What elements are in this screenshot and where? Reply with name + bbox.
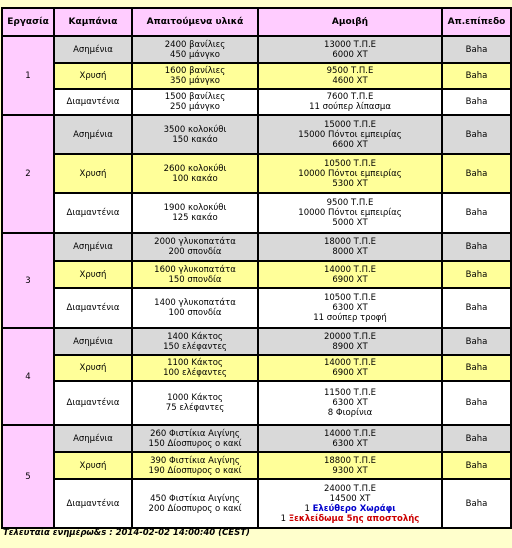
reward-line [261, 398, 439, 408]
material-line: 100 κακάο [172, 173, 218, 184]
reward-text: 10500 Τ.Π.Ε [323, 158, 377, 169]
reward-cell [258, 355, 442, 381]
materials-cell [132, 115, 258, 154]
reward-text: 7600 Τ.Π.Ε [326, 92, 374, 102]
level-cell: Baha [442, 452, 511, 479]
reward-cell [258, 233, 442, 261]
campaign-cell: Διαμαντένια [54, 193, 132, 233]
level-cell: Baha [442, 89, 511, 115]
task-number: 3 [2, 233, 54, 328]
reward-line [261, 368, 439, 378]
reward-line [261, 484, 439, 494]
materials-cell [132, 233, 258, 261]
material-line: 150 ελέφαντες [163, 341, 227, 352]
table-row [2, 381, 511, 425]
reward-cell [258, 328, 442, 355]
task-number: 5 [2, 425, 54, 528]
reward-line [261, 66, 439, 76]
reward-line [261, 439, 439, 449]
table-row [2, 328, 511, 355]
campaign-cell: Χρυσή [54, 452, 132, 479]
reward-line [261, 102, 439, 112]
materials-cell [132, 452, 258, 479]
level-cell: Baha [442, 288, 511, 328]
reward-line [261, 275, 439, 285]
reward-line [261, 218, 439, 228]
reward-text: 14500 ΧΤ [329, 493, 371, 504]
reward-highlight: Ελεύθερο Χωράφι [312, 503, 396, 514]
table-row [2, 355, 511, 381]
reward-line [261, 198, 439, 208]
reward-text: 15000 Τ.Π.Ε [323, 119, 377, 130]
table-row [2, 288, 511, 328]
reward-line [261, 408, 439, 418]
campaign-cell: Διαμαντένια [54, 479, 132, 528]
reward-cell [258, 193, 442, 233]
reward-prefix: 1 [304, 503, 313, 514]
campaign-cell: Ασημένια [54, 36, 132, 63]
reward-text: 10000 Πόντοι εμπειρίας [298, 208, 402, 218]
reward-text: 6300 ΧΤ [332, 398, 368, 408]
material-line: 1000 Κάκτος [167, 393, 223, 403]
campaign-cell: Διαμαντένια [54, 89, 132, 115]
table-row [2, 89, 511, 115]
reward-text: 14000 Τ.Π.Ε [323, 428, 377, 439]
campaign-cell: Ασημένια [54, 233, 132, 261]
reward-text: 5000 ΧΤ [332, 218, 368, 228]
reward-line [261, 342, 439, 352]
material-line: 1500 βανίλιες [164, 92, 226, 102]
material-line: 2600 κολοκύθι [163, 163, 227, 174]
level-cell: Baha [442, 479, 511, 528]
material-line: 2400 βανίλιες [164, 39, 226, 50]
campaign-cell: Διαμαντένια [54, 288, 132, 328]
reward-cell [258, 63, 442, 89]
material-line: 75 ελέφαντες [165, 403, 225, 413]
reward-text: 6300 ΧΤ [332, 438, 368, 449]
reward-line [261, 140, 439, 150]
reward-text: 18000 Τ.Π.Ε [323, 237, 377, 247]
material-line: 450 μάνγκο [170, 49, 220, 60]
campaign-cell: Ασημένια [54, 425, 132, 452]
reward-text: 15000 Πόντοι εμπειρίας [298, 129, 402, 140]
reward-text: 9300 ΧΤ [332, 465, 368, 476]
material-line: 250 μάνγκο [170, 102, 220, 112]
header-task: Εργασία [2, 8, 54, 36]
reward-cell [258, 154, 442, 193]
reward-line [261, 429, 439, 439]
material-line: 1600 βανίλιες [164, 66, 226, 76]
reward-cell [258, 452, 442, 479]
material-line: 390 Φιστίκια Αιγίνης [150, 455, 240, 466]
reward-line [261, 208, 439, 218]
material-line: 350 μάνγκο [170, 76, 220, 86]
reward-line [261, 332, 439, 342]
reward-line [261, 313, 439, 323]
reward-text: 14000 Τ.Π.Ε [323, 264, 377, 275]
material-line: 150 σπονδία [168, 274, 222, 285]
materials-cell [132, 479, 258, 528]
reward-text: 10000 Πόντοι εμπειρίας [298, 168, 402, 179]
reward-highlight: Ξεκλείδωμα 5ης αποστολής [288, 513, 420, 524]
campaign-cell: Χρυσή [54, 261, 132, 288]
reward-cell [258, 288, 442, 328]
reward-line [261, 92, 439, 102]
material-line: 200 Δίοσπυρος ο κακί [148, 503, 242, 514]
table-row [2, 425, 511, 452]
reward-line [261, 76, 439, 86]
reward-line [261, 514, 439, 524]
campaign-cell: Χρυσή [54, 63, 132, 89]
material-line: 150 κακάο [172, 134, 218, 145]
reward-line [261, 303, 439, 313]
level-cell: Baha [442, 193, 511, 233]
reward-prefix: 1 [280, 513, 289, 524]
material-line: 260 Φιστίκια Αιγίνης [150, 428, 240, 439]
reward-text: 6300 ΧΤ [332, 303, 368, 313]
material-line: 100 ελέφαντες [163, 368, 227, 378]
reward-text: 8 Φιορίνια [327, 408, 373, 418]
materials-cell [132, 381, 258, 425]
level-cell: Baha [442, 233, 511, 261]
reward-cell [258, 261, 442, 288]
table-row [2, 261, 511, 288]
tasks-body [2, 36, 511, 528]
materials-cell [132, 36, 258, 63]
material-line: 1900 κολοκύθι [163, 203, 227, 213]
reward-text: 6000 ΧΤ [332, 49, 368, 60]
campaign-cell: Διαμαντένια [54, 381, 132, 425]
table-row [2, 479, 511, 528]
table-row [2, 233, 511, 261]
reward-text: 9500 Τ.Π.Ε [326, 198, 374, 208]
level-cell: Baha [442, 328, 511, 355]
reward-text: 14000 Τ.Π.Ε [323, 358, 377, 368]
reward-text: 11 σούπερ λίπασμα [309, 102, 391, 112]
task-number: 1 [2, 36, 54, 115]
material-line: 3500 κολοκύθι [163, 124, 227, 135]
level-cell: Baha [442, 381, 511, 425]
reward-text: 6600 ΧΤ [332, 139, 368, 150]
reward-line [261, 169, 439, 179]
material-line: 2000 γλυκοπατάτα [154, 237, 236, 247]
reward-line [261, 494, 439, 504]
reward-line [261, 247, 439, 257]
materials-cell [132, 261, 258, 288]
campaign-cell: Ασημένια [54, 328, 132, 355]
reward-text: 5300 ΧΤ [332, 178, 368, 189]
header-level: Απ.επίπεδο [442, 8, 511, 36]
materials-cell [132, 89, 258, 115]
reward-text: 4600 ΧΤ [332, 76, 368, 86]
reward-line [261, 466, 439, 476]
reward-line [261, 237, 439, 247]
material-line: 1400 Κάκτος [167, 331, 223, 342]
reward-text: 8900 ΧΤ [332, 341, 368, 352]
reward-line [261, 265, 439, 275]
reward-text: 11500 Τ.Π.Ε [323, 388, 377, 398]
material-line: 1600 γλυκοπατάτα [154, 264, 236, 275]
material-line: 1400 γλυκοπατάτα [154, 298, 236, 308]
level-cell: Baha [442, 355, 511, 381]
reward-line [261, 50, 439, 60]
task-number: 2 [2, 115, 54, 233]
campaign-cell: Χρυσή [54, 154, 132, 193]
reward-text: 13000 Τ.Π.Ε [323, 39, 377, 50]
reward-line [261, 120, 439, 130]
materials-cell [132, 154, 258, 193]
materials-cell [132, 63, 258, 89]
material-line: 450 Φιστίκια Αιγίνης [150, 493, 240, 504]
materials-cell [132, 425, 258, 452]
header-reward: Αμοιβή [258, 8, 442, 36]
reward-cell [258, 425, 442, 452]
reward-text: 6900 ΧΤ [332, 368, 368, 378]
reward-cell [258, 381, 442, 425]
material-line: 200 σπονδία [168, 247, 222, 257]
table-row [2, 452, 511, 479]
table-row [2, 193, 511, 233]
reward-line [261, 293, 439, 303]
materials-cell [132, 328, 258, 355]
reward-text: 11 σούπερ τροφή [313, 313, 387, 323]
reward-text: 8000 ΧΤ [332, 247, 368, 257]
table-row [2, 115, 511, 154]
material-line: 190 Δίοσπυρος ο κακί [148, 465, 242, 476]
header-materials: Απαιτούμενα υλικά [132, 8, 258, 36]
table-row [2, 36, 511, 63]
task-number: 4 [2, 328, 54, 425]
material-line: 1100 Κάκτος [167, 358, 223, 368]
table-row [2, 154, 511, 193]
materials-cell [132, 288, 258, 328]
reward-text: 18800 Τ.Π.Ε [323, 455, 377, 466]
level-cell: Baha [442, 63, 511, 89]
level-cell: Baha [442, 115, 511, 154]
reward-line [261, 130, 439, 140]
reward-line [261, 456, 439, 466]
reward-cell [258, 89, 442, 115]
reward-text: 6900 ΧΤ [332, 274, 368, 285]
table-row [2, 63, 511, 89]
level-cell: Baha [442, 154, 511, 193]
materials-cell [132, 193, 258, 233]
level-cell: Baha [442, 261, 511, 288]
material-line: 125 κακάο [172, 213, 218, 223]
level-cell: Baha [442, 425, 511, 452]
reward-cell [258, 36, 442, 63]
reward-text: 9500 Τ.Π.Ε [326, 66, 374, 76]
reward-line [261, 179, 439, 189]
campaign-cell: Χρυσή [54, 355, 132, 381]
material-line: 150 Δίοσπυρος ο κακί [148, 438, 242, 449]
reward-line [261, 388, 439, 398]
reward-line [261, 159, 439, 169]
header-campaign: Καμπάνια [54, 8, 132, 36]
reward-line [261, 358, 439, 368]
reward-text: 10500 Τ.Π.Ε [323, 293, 377, 303]
reward-line [261, 40, 439, 50]
reward-text: 20000 Τ.Π.Ε [323, 331, 377, 342]
reward-cell [258, 479, 442, 528]
materials-cell [132, 355, 258, 381]
reward-text: 24000 Τ.Π.Ε [323, 483, 377, 494]
reward-line [261, 504, 439, 514]
reward-cell [258, 115, 442, 154]
level-cell: Baha [442, 36, 511, 63]
last-updated: Τελευταία ενημέρω&s : 2014-02-02 14:00:40 (CEST) [3, 528, 250, 538]
tasks-table [1, 7, 512, 529]
campaign-cell: Ασημένια [54, 115, 132, 154]
header-row [2, 8, 511, 36]
material-line: 100 σπονδία [168, 308, 222, 318]
